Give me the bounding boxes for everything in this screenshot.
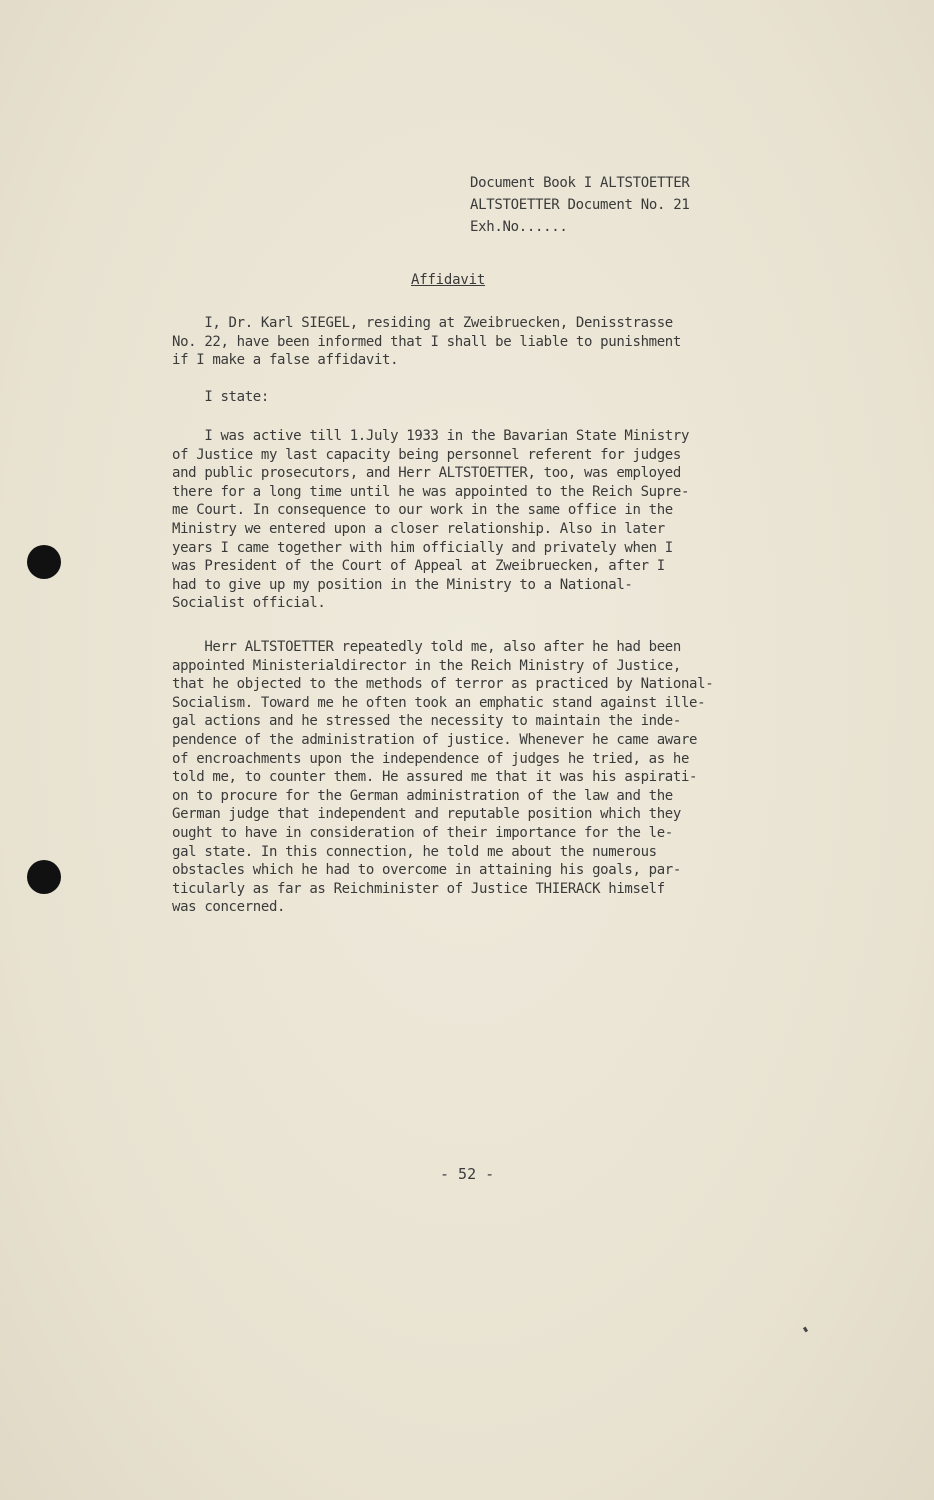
document-reference-header: [470, 172, 689, 238]
text-line: Herr ALTSTOETTER repeatedly told me, also after he had been: [172, 639, 681, 655]
text-line: on to procure for the German administration of the law and the: [172, 787, 673, 804]
text-line: obstacles which he had to overcome in attaining his goals, par-: [172, 862, 681, 879]
page-number: - 52 -: [440, 1165, 495, 1183]
header-line: ALTSTOETTER Document No. 21: [470, 197, 690, 213]
text-line: of Justice my last capacity being personnel referent for judges: [172, 446, 681, 463]
text-line: was concerned.: [172, 899, 286, 916]
punch-hole: [27, 860, 61, 894]
text-line: was President of the Court of Appeal at Zweibruecken, after I: [172, 558, 665, 575]
text-line: of encroachments upon the independence of judges he tried, as he: [172, 750, 690, 767]
text-line: if I make a false affidavit.: [172, 352, 399, 369]
punch-hole: [27, 545, 61, 579]
text-line: Socialist official.: [172, 595, 326, 612]
text-line: pendence of the administration of justice. Whenever he came aware: [172, 731, 698, 748]
text-line: German judge that independent and reputable position which they: [172, 806, 681, 823]
header-line: Exh.No......: [470, 219, 568, 235]
text-line: there for a long time until he was appointed to the Reich Supre-: [172, 483, 690, 500]
paper-speck: [803, 1327, 808, 1333]
text-line: me Court. In consequence to our work in the same office in the: [172, 502, 673, 519]
text-line: had to give up my position in the Ministry to a National-: [172, 576, 633, 593]
paragraph-intro: [172, 314, 681, 370]
text-line: I, Dr. Karl SIEGEL, residing at Zweibruecken, Denisstrasse: [172, 315, 673, 331]
text-line: and public prosecutors, and Herr ALTSTOETTER, too, was employed: [172, 465, 681, 482]
text-line: ticularly as far as Reichminister of Justice THIERACK himself: [172, 880, 665, 897]
paragraph-testimony: [172, 638, 713, 917]
text-line: I was active till 1.July 1933 in the Bavarian State Ministry: [172, 428, 690, 444]
text-line: Socialism. Toward me he often took an emphatic stand against ille-: [172, 694, 706, 711]
text-line: Ministry we entered upon a closer relationship. Also in later: [172, 520, 665, 537]
text-line: years I came together with him officially and privately when I: [172, 539, 673, 556]
text-line: I state:: [172, 389, 269, 405]
text-line: gal state. In this connection, he told me about the numerous: [172, 843, 657, 860]
text-line: told me, to counter them. He assured me that it was his aspirati-: [172, 769, 698, 786]
page-title: Affidavit: [411, 272, 486, 288]
paragraph-statement: [172, 388, 269, 407]
header-line: Document Book I ALTSTOETTER: [470, 175, 690, 191]
text-line: appointed Ministerialdirector in the Reich Ministry of Justice,: [172, 657, 681, 674]
text-line: No. 22, have been informed that I shall be liable to punishment: [172, 333, 681, 350]
paragraph-background: [172, 427, 689, 613]
text-line: that he objected to the methods of terror as practiced by National-: [172, 676, 714, 693]
text-line: ought to have in consideration of their importance for the le-: [172, 824, 673, 841]
text-line: gal actions and he stressed the necessity to maintain the inde-: [172, 713, 681, 730]
